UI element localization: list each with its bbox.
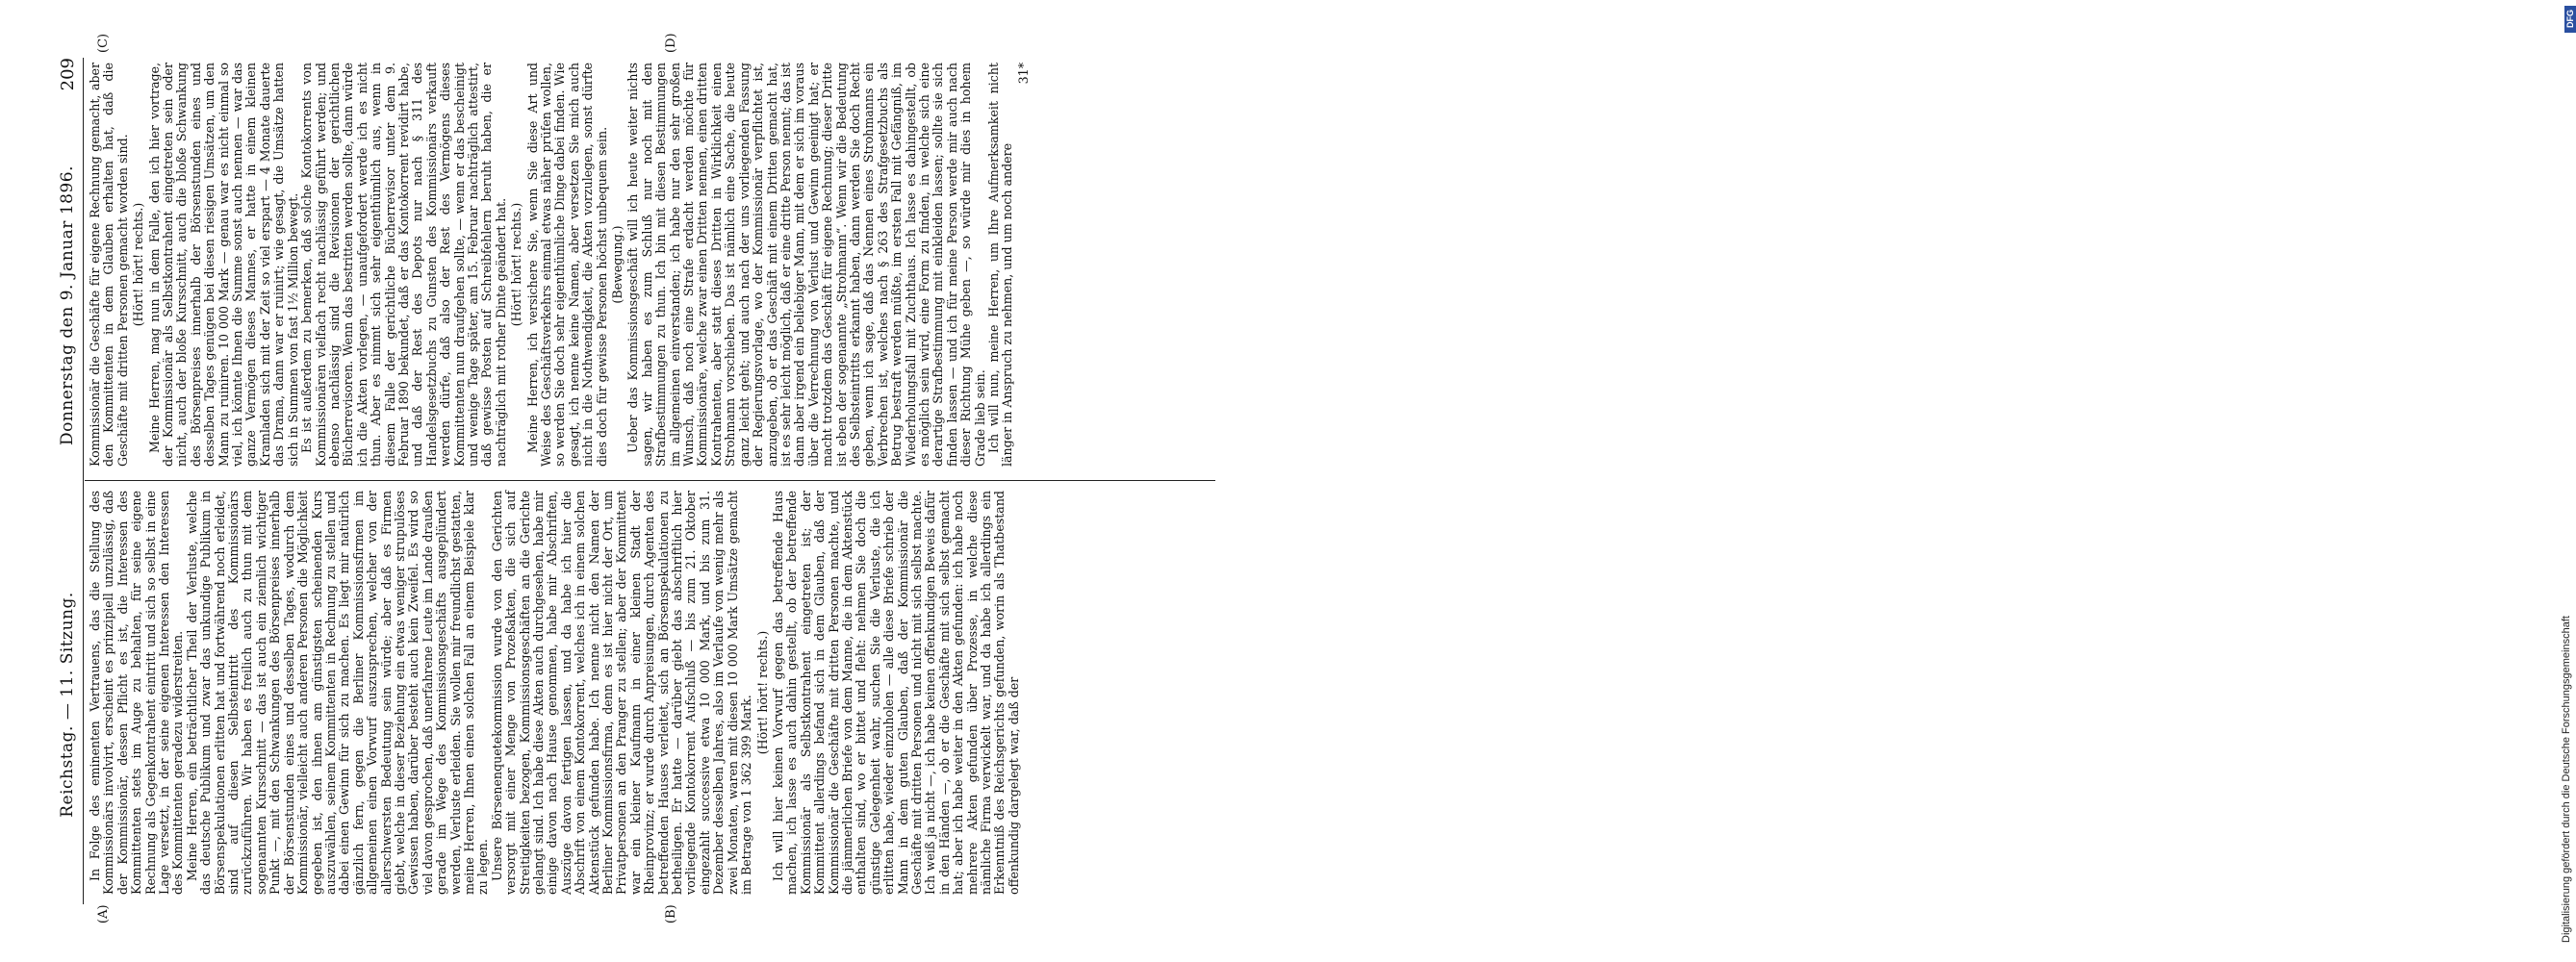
- dfg-logo-icon: DFG: [2564, 6, 2576, 33]
- page-header: [56, 58, 79, 904]
- left-column: [89, 491, 1021, 895]
- paragraph: In Folge des eminenten Vertrauens, das die Stellung des Kommissionärs involvirt, erscheint es prinzipiell unzulässig, daß der Kommissionär, dessen Pflicht es ist, die Interessen des Kommittenten stets im Auge zu behalten, für seine eigene Rechnung als Gegenkontrahent eintritt und sich so selbst in eine Lage versetzt, in der seine eigenen Interessen den Interessen des Kommittenten geradezu widerstreiten.: [88, 491, 186, 895]
- interjection: (Hört! hört! rechts.): [131, 202, 146, 327]
- header-left: Reichstag. — 11. Sitzung.: [58, 592, 77, 818]
- paragraph: Ich will nun, meine Herren, um Ihre Aufmerksamkeit nicht länger in Anspruch zu nehmen, und um noch andere: [986, 63, 1015, 467]
- page-number: 209: [57, 58, 78, 91]
- column-rule: [85, 480, 1215, 481]
- interjection: (Hört! hört! rechts.): [754, 630, 770, 755]
- margin-mark-b: (B): [664, 904, 678, 924]
- margin-mark-d: (D): [664, 33, 678, 53]
- dfg-notice: Digitalisierung gefördert durch die Deutsche Forschungsgemeinschaft: [2561, 616, 2572, 943]
- header-right: Donnerstag den 9. Januar 1896.: [58, 165, 77, 446]
- paragraph: Ueber das Kommissionsgeschäft will ich heute weiter nichts sagen, wir haben es zum Schluß nur noch mit den Strafbestimmungen zu thun. Ich bin mit diesen Bestimmungen im allgemeinen einverstanden; ich habe nur den sehr großen Wunsch, daß noch eine Strafe erdacht werden möchte für Kommissionäre, welche zwar einen Dritten nennen, einen dritten Kontrahenten, aber statt dieses Dritten in Wirklichkeit einen Strohmann vorschieben. Das ist nämlich eine Sache, die heute ganz leicht geht; und auch nach der uns vorliegenden Fassung der Regierungsvorlage, wo der Kommissionär verpflichtet ist, anzugeben, ob er das Geschäft mit einem Dritten gemacht hat, ist es sehr leicht möglich, daß er eine dritte Person nennt; das ist dann aber irgend ein beliebiger Mann, mit dem er sich im voraus über die Verrechnung von Verlust und Gewinn geeinigt hat; er macht trotzdem das Geschäft für eigene Rechnung; dieser Dritte ist eben der sogenannte „Strohmann“. Wenn wir die Bedeutung des Selbsteintritts erkannt haben, dann werden Sie doch Recht geben, wenn ich sage, daß das Nennen eines Strohmanns ein Verbrechen ist, welches nach § 263 des Strafgesetzbuchs als Betrug bestraft werden müßte, im ersten Fall mit Gefängniß, im Wiederholungsfall mit Zuchthaus. Ich lasse es dahingestellt, ob es möglich sein wird, eine Form zu finden, in welche sich eine derartige Strafbestimmung mit einkleiden lassen; sollte sie sich finden lassen — und ich für meine Person werde mir auch nach dieser Richtung Mühe geben —, so würde mir dies in hohem Grade lieb sein.: [625, 63, 987, 467]
- right-column: [89, 63, 1031, 467]
- paragraph: Meine Herren, ein beträchtlicher Theil der Verluste, welche das deutsche Publikum und zwar das unkundige Publikum in Börsenspekulationen erlitten hat und fortwährend noch erleidet, sind auf diesen Selbsteintritt des Kommissionärs zurückzuführen. Wir haben es freilich auch zu thun mit dem sogenannten Kursschnitt — das ist auch ein ziemlich wichtiger Punkt —, mit den Schwankungen des Börsenpreises innerhalb der Börsenstunden eines und desselben Tages, wodurch dem Kommissionär, vielleicht auch anderen Personen die Möglichkeit gegeben ist, den ihnen am günstigsten scheinenden Kurs auszuwählen, seinem Kommittenten in Rechnung zu stellen und dabei einen Gewinn für sich zu machen. Es liegt mir natürlich gänzlich fern, gegen die Berliner Kommissionsfirmen im allgemeinen einen Vorwurf auszusprechen, welcher von der allerschwersten Bedeutung sein würde; aber daß es Firmen giebt, welche in dieser Beziehung ein etwas weniger strupulöses Gewissen haben, darüber besteht auch kein Zweifel. Es wird so viel davon gesprochen, daß unerfahrene Leute im Lande draußen gerade im Wege des Kommissionsgeschäfts ausgeplündert werden, Verluste erleiden. Sie wollen mir freundlichst gestatten, meine Herren, Ihnen einen solchen Fall an einem Beispiele klar zu legen.: [184, 491, 491, 895]
- dfg-sidebar: [1278, 0, 2575, 962]
- paragraph: Meine Herren, ich versichere Sie, wenn Sie diese Art und Weise des Geschäftsverkehrs einmal etwas näher prüfen wollen, so werden Sie doch sehr eigenthümliche Dinge dabei finden. Wie gesagt, ich nenne keine Namen, aber versetzen Sie mich auch nicht in die Nothwendigkeit, die Akten vorzulegen, sonst dürfte dies doch für gewisse Personen höchst unbequem sein.: [524, 63, 609, 467]
- paragraph: Unsere Börsenenquetekommission wurde von den Gerichten versorgt mit einer Menge von Prozeßakten, die sich auf Streitigkeiten bezogen, Kommissionsgeschäften an die Gerichte gelangt sind. Ich habe diese Akten auch durchgesehen, habe mir einige davon nach Hause genommen, habe mir Abschriften, Auszüge davon fertigen lassen, und da habe ich hier die Abschrift von einem Kontokorrent, welches ich in einem solchen Aktenstück gefunden habe. Ich nenne nicht den Namen der Berliner Kommissionsfirma, denn es ist hier nicht der Ort, um Privatpersonen an den Pranger zu stellen; aber der Kommittent war ein kleiner Kaufmann in einer kleinen Stadt der Rheinprovinz; er wurde durch Anpreisungen, durch Agenten des betreffenden Hauses verleitet, sich an Börsenspekulationen zu betheiligen. Er hatte — darüber giebt das abschriftlich hier vorliegende Kontokorrent Aufschluß — bis zum 21. Oktober eingezahlt successive etwa 10 000 Mark, und bis zum 31. Dezember desselben Jahres, also im Verlaufe von wenig mehr als zwei Monaten, waren mit diesen 10 000 Mark Umsätze gemacht im Betrage von 1 362 399 Mark.: [489, 491, 754, 895]
- interjection: (Hört! hört! rechts.): [509, 202, 524, 327]
- header-rule: [83, 58, 84, 904]
- paragraph: Meine Herren, mag nun in dem Falle, den ich hier vortrage, der Kommissionär als Selbstkontrahent eingetreten sein oder nicht, auch der bloße Kursschnitt, auch die bloße Schwankung des Börsenpreises innerhalb der Börsenstunden eines und desselben Tages genügen bei diesen riesigen Umsätzen, um den Mann zu ruiniren. 10 000 Mark — genau war es nicht einmal so viel, ich könnte Ihnen die Summe sonst auch nennen — war das ganze Vermögen dieses Mannes, er hatte in einem kleinen Kramladen sich mit der Zeit so viel erspart — 4 Monate dauerte das Drama, dann war er ruinirt; wie gesagt, die Umsätze hatten sich in Summen von fast 1½ Million bewegt.: [146, 63, 300, 467]
- paragraph: Kommissionär die Geschäfte für eigene Rechnung gemacht, aber den Kommittenten in dem Glauben erhalten hat, daß die Geschäfte mit dritten Personen gemacht worden sind.: [88, 63, 130, 467]
- paragraph: Es ist außerdem zu bemerken, daß solche Kontokorrents von Kommissionären vielfach recht nachlässig geführt werden; und ebenso nachlässig sind die Revisionen der gerichtlichen Bücherrevisoren. Wenn das bestritten werden sollte, dann würde ich die Akten vorlegen, — unaufgefordert werde ich es nicht thun. Aber es nimmt sich sehr eigenthümlich aus, wenn in diesem Falle der gerichtliche Bücherrevisor unter dem 9. Februar 1890 bekundet, daß er das Kontokorrent revidirt habe, und daß der Rest des Depots nur nach § 311 des Handelsgesetzbuchs zu Gunsten des Kommissionärs verkauft werden dürfe, daß also der Rest des Vermögens dieses Kommittenten nun draufgehen sollte, — wenn er das bescheinigt und wenige Tage später, am 15. Februar nachträglich attestirt, daß gewisse Posten auf Schreibfehlern beruht haben, die er nachträglich mit rother Dinte geändert hat.: [299, 63, 508, 467]
- interjection: (Bewegung.): [610, 225, 625, 304]
- signature-mark: 31*: [1015, 63, 1031, 85]
- margin-mark-a: (A): [96, 904, 111, 924]
- paragraph: Ich will hier keinen Vorwurf gegen das betreffende Haus machen, ich lasse es auch dahin gestellt, ob der betreffende Kommissionär als Selbstkontrahent eingetreten ist; der Kommittent allerdings befand sich in dem Glauben, daß der Kommissionär die Geschäfte mit dritten Personen machte, und die jämmerlichen Briefe von dem Manne, die in dem Aktenstück enthalten sind, wo er bittet und fleht: nehmen Sie doch die günstige Gelegenheit wahr, suchen Sie die Verluste, die ich erlitten habe, wieder einzuholen — alle diese Briefe schrieb der Mann in dem guten Glauben, daß der Kommissionär die Geschäfte mit dritten Personen und nicht mit sich selbst machte. Ich weiß ja nicht —, ich habe keinen offenkundigen Beweis dafür in den Händen —, ob er die Geschäfte mit sich selbst gemacht hat; aber ich habe weiter in den Akten gefunden: ich habe noch mehrere Akten gefunden über Prozesse, in welche diese nämliche Firma verwickelt war, und da habe ich allerdings ein Erkenntniß des Reichsgerichts gefunden, worin als Thatbestand offenkundig dargelegt war, daß der: [770, 491, 1021, 895]
- margin-mark-c: (C): [96, 33, 111, 53]
